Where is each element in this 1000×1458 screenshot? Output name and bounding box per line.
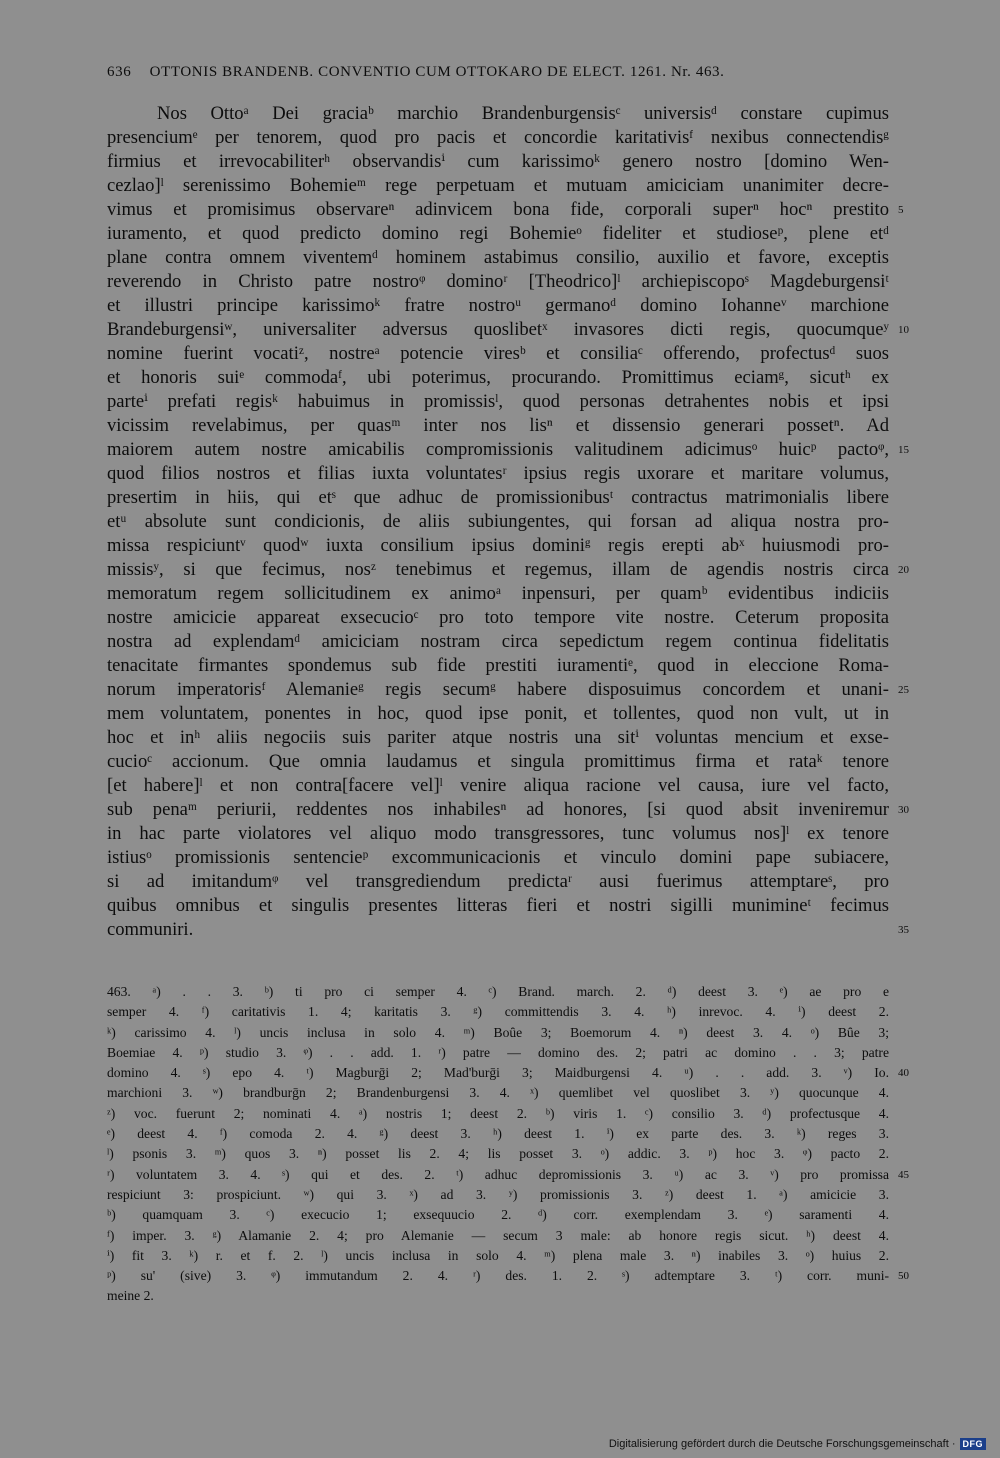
line-number: [898, 630, 928, 654]
note-line: ˡ) psonis 3. ᵐ) quos 3. ⁿ) posset lis 2. 4; lis posset 3. ᵒ) addic. 3. ᵖ) hoc 3. ᵠ) pacto 2.: [107, 1146, 889, 1162]
text-line: presertim in hiis, qui etˢ que adhuc de promissionibusᵗ contractus matrimonialis libere: [107, 487, 889, 508]
line-number: 45: [898, 1168, 909, 1181]
line-number: [898, 1226, 928, 1246]
line-number: [898, 1023, 928, 1043]
text-line: nostre amicicie appareat exsecucioᶜ pro toto tempore vite nostre. Ceterum proposita: [107, 607, 889, 628]
line-number: [898, 414, 928, 438]
text-line: quod filios nostros et filias iuxta voluntatesʳ ipsius regis uxorare et maritare volumus,: [107, 463, 889, 484]
line-number: [898, 1205, 928, 1225]
line-number: [898, 150, 928, 174]
note-line: ᵖ) su' (sive) 3. ᵠ) immutandum 2. 4. ʳ) des. 1. 2. ˢ) adtemptare 3. ᵗ) corr. muni-: [107, 1268, 889, 1284]
critical-apparatus: [107, 982, 889, 1307]
line-number: [898, 510, 928, 534]
text-line: [et habere]ˡ et non contra[facere vel]ˡ venire aliqua racione vel causa, iure vel facto,: [107, 775, 889, 796]
running-title: OTTONIS BRANDENB. CONVENTIO CUM OTTOKARO DE ELECT. 1261. Nr. 463.: [149, 64, 725, 80]
text-line: Nos Ottoᵃ Dei graciaᵇ marchio Brandenburgensisᶜ universisᵈ constare cupimus: [157, 103, 889, 124]
line-number: [898, 534, 928, 558]
line-number: [898, 774, 928, 798]
text-line: presenciumᵉ per tenorem, quod pro pacis et concordie karitativisᶠ nexibus connectendisᵍ: [107, 127, 889, 148]
text-line: nostra ad explendamᵈ amiciciam nostram circa sepedictum regem continua fidelitatis: [107, 631, 889, 652]
note-line: ᵇ) quamquam 3. ᶜ) execucio 1; exsequucio 2. ᵈ) corr. exemplendam 3. ᵉ) saramenti 4.: [107, 1207, 889, 1223]
line-number: [898, 366, 928, 390]
line-number: [898, 390, 928, 414]
line-number: 15: [898, 444, 909, 456]
line-number: [898, 750, 928, 774]
text-line: mem voluntatem, ponentes in hoc, quod ipse ponit, et tollentes, quod non vult, ut in: [107, 703, 889, 724]
text-line: nomine fuerint vocatiᶻ, nostreᵃ potencie viresᵇ et consiliaᶜ offerendo, profectusᵈ suos: [107, 343, 889, 364]
notes-line-numbers: [898, 982, 928, 1307]
line-number: [898, 654, 928, 678]
page-number: 636: [107, 64, 132, 80]
line-number: 25: [898, 684, 909, 696]
line-number: [898, 270, 928, 294]
text-line: plane contra omnem viventemᵈ hominem astabimus consilio, auxilio et favore, exceptis: [107, 247, 889, 268]
note-line: ᶠ) imper. 3. ᵍ) Alamanie 2. 4; pro Alemanie — secum 3 male: ab honore regis sicut. ʰ) deest 4.: [107, 1227, 889, 1243]
text-line: hoc et inʰ aliis negociis suis pariter atque nostris una sitⁱ voluntas mencium et exse-: [107, 727, 889, 748]
line-number: [898, 870, 928, 894]
page-header: [107, 64, 887, 81]
line-number: [898, 294, 928, 318]
note-line: ⁱ) fit 3. ᵏ) r. et f. 2. ˡ) uncis inclusa in solo 4. ᵐ) plena male 3. ⁿ) inabiles 3. ᵒ) huius 2.: [107, 1247, 889, 1263]
line-number: [898, 1124, 928, 1144]
text-line: si ad imitandumᵠ vel transgrediendum predictaʳ ausi fuerimus attemptareˢ, pro: [107, 871, 889, 892]
line-number: 20: [898, 564, 909, 576]
line-number: [898, 1246, 928, 1266]
text-line: tenacitate firmantes spondemus sub fide prestiti iuramentiᵉ, quod in eleccione Roma-: [107, 655, 889, 676]
line-number: [898, 894, 928, 918]
document-body: [107, 102, 889, 942]
text-line: et illustri principe karissimoᵏ fratre nostroᵘ germanoᵈ domino Iohanneᵛ marchione: [107, 295, 889, 316]
note-line: marchioni 3. ʷ) brandburḡn 2; Brandenburgensi 3. 4. ˣ) quemlibet vel quoslibet 3. ʸ) quocunque 4.: [107, 1085, 889, 1101]
line-number: [898, 246, 928, 270]
note-line: meine 2.: [107, 1288, 154, 1304]
line-number: [898, 582, 928, 606]
line-number: [898, 222, 928, 246]
note-line: domino 4. ˢ) epo 4. ᵗ) Magburḡi 2; Mad'burḡi 3; Maidburgensi 4. ᵘ) . . add. 3. ᵛ) Io.: [107, 1065, 889, 1081]
line-number: [898, 606, 928, 630]
text-line: in hac parte violatores vel aliquo modo transgressores, tunc volumus nos]ˡ ex tenore: [107, 823, 889, 844]
text-line: reverendo in Christo patre nostroᵠ dominoʳ [Theodrico]ˡ archiepiscopoˢ Magdeburgensiᵗ: [107, 271, 889, 292]
footer: [609, 1438, 986, 1450]
text-line: quibus omnibus et singulis presentes litteras fieri et nostri sigilli munimineᵗ fecimus: [107, 895, 889, 916]
text-line: sub penaᵐ periurii, reddentes nos inhabilesⁿ ad honores, [si quod absit inveniremur: [107, 799, 889, 820]
line-number: [898, 982, 928, 1002]
line-number: [898, 1083, 928, 1103]
note-line: ᵏ) carissimo 4. ˡ) uncis inclusa in solo 4. ᵐ) Boȗe 3; Boemorum 4. ⁿ) deest 3. 4. ᵒ) Bȗe 3;: [107, 1024, 889, 1040]
text-line: vimus et promisimus observareⁿ adinvicem bona fide, corporali superⁿ hocⁿ prestito: [107, 199, 889, 220]
text-line: etᵘ absolute sunt condicionis, de aliis subiungentes, qui forsan ad aliqua nostra pro-: [107, 511, 889, 532]
line-number: [898, 1185, 928, 1205]
line-number: [898, 486, 928, 510]
line-number: [898, 702, 928, 726]
line-number: [898, 462, 928, 486]
line-number: [898, 174, 928, 198]
line-number: 10: [898, 324, 909, 336]
note-line: semper 4. ᶠ) caritativis 1. 4; karitatis 3. ᵍ) committendis 3. 4. ʰ) inrevoc. 4. ⁱ) deest 2.: [107, 1004, 889, 1020]
text-line: Brandeburgensiʷ, universaliter adversus quoslibetˣ invasores dicti regis, quocumqueʸ: [107, 319, 889, 340]
text-line: parteⁱ prefati regisᵏ habuimus in promissisˡ, quod personas detrahentes nobis et ipsi: [107, 391, 889, 412]
dfg-logo: DFG: [960, 1438, 987, 1450]
note-line: ᵉ) deest 4. ᶠ) comoda 2. 4. ᵍ) deest 3. ʰ) deest 1. ⁱ) ex parte des. 3. ᵏ) reges 3.: [107, 1126, 889, 1142]
note-line: 463. ᵃ) . . 3. ᵇ) ti pro ci semper 4. ᶜ) Brand. march. 2. ᵈ) deest 3. ᵉ) ae pro e: [107, 984, 889, 999]
line-number: [898, 1104, 928, 1124]
text-line: firmius et irrevocabiliterʰ observandisⁱ cum karissimoᵏ genero nostro [domino Wen-: [107, 151, 889, 172]
note-line: Boemiae 4. ᵖ) studio 3. ᵠ) . . add. 1. ʳ) patre — domino des. 2; patri ac domino . . 3; patre: [107, 1044, 889, 1060]
line-number: [898, 126, 928, 150]
text-line: cucioᶜ accionum. Que omnia laudamus et singula promittimus firma et rataᵏ tenore: [107, 751, 889, 772]
line-number: 35: [898, 924, 909, 936]
line-number: 30: [898, 804, 909, 816]
line-number: [898, 342, 928, 366]
line-number: 5: [898, 204, 904, 216]
text-line: missa respiciuntᵛ quodʷ iuxta consilium ipsius dominiᵍ regis erepti abˣ huiusmodi pro-: [107, 535, 889, 556]
line-number: [898, 726, 928, 750]
line-number: 50: [898, 1270, 909, 1283]
line-numbers: [898, 102, 928, 942]
text-line: cezlao]ˡ serenissimo Bohemieᵐ rege perpetuam et mutuam amiciciam unanimiter decre-: [107, 175, 889, 196]
text-line: maiorem autem nostre amicabilis compromissionis valitudinem adicimusᵒ huicᵖ pactoᵠ,: [107, 439, 889, 460]
line-number: [898, 822, 928, 846]
text-line: istiusᵒ promissionis sentencieᵖ excommunicacionis et vinculo domini pape subiacere,: [107, 847, 889, 868]
text-line: norum imperatorisᶠ Alemanieᵍ regis secumᵍ habere disposuimus concordem et unani-: [107, 679, 889, 700]
funding-note: Digitalisierung gefördert durch die Deutsche Forschungsgemeinschaft ·: [608, 1438, 956, 1450]
line-number: [898, 1286, 928, 1306]
note-line: respiciunt 3: prospiciunt. ʷ) qui 3. ˣ) ad 3. ʸ) promissionis 3. ᶻ) deest 1. ᵃ) amicicie 3.: [107, 1186, 889, 1202]
text-line: memoratum regem sollicitudinem ex animoᵃ inpensuri, per quamᵇ evidentibus indiciis: [107, 583, 889, 604]
line-number: 40: [898, 1067, 909, 1080]
note-line: ᶻ) voc. fuerunt 2; nominati 4. ᵃ) nostris 1; deest 2. ᵇ) viris 1. ᶜ) consilio 3. ᵈ) profectusque 4.: [107, 1105, 889, 1121]
text-line: et honoris suiᵉ commodaᶠ, ubi poterimus, procurando. Promittimus eciamᵍ, sicutʰ ex: [107, 367, 889, 388]
line-number: [898, 1043, 928, 1063]
text-line: vicissim revelabimus, per quasᵐ inter nos lisⁿ et dissensio generari possetⁿ. Ad: [107, 415, 889, 436]
line-number: [898, 102, 928, 126]
text-line: communiri.: [107, 919, 194, 940]
text-line: iuramento, et quod predicto domino regi Bohemieᵒ fideliter et studioseᵖ, plene etᵈ: [107, 223, 889, 244]
note-line: ʳ) voluntatem 3. 4. ˢ) qui et des. 2. ᵗ) adhuc depromissionis 3. ᵘ) ac 3. ᵛ) pro promissa: [107, 1166, 889, 1182]
line-number: [898, 1002, 928, 1022]
text-line: missisʸ, si que fecimus, nosᶻ tenebimus et regemus, illam de agendis nostris circa: [107, 559, 889, 580]
line-number: [898, 1144, 928, 1164]
line-number: [898, 846, 928, 870]
